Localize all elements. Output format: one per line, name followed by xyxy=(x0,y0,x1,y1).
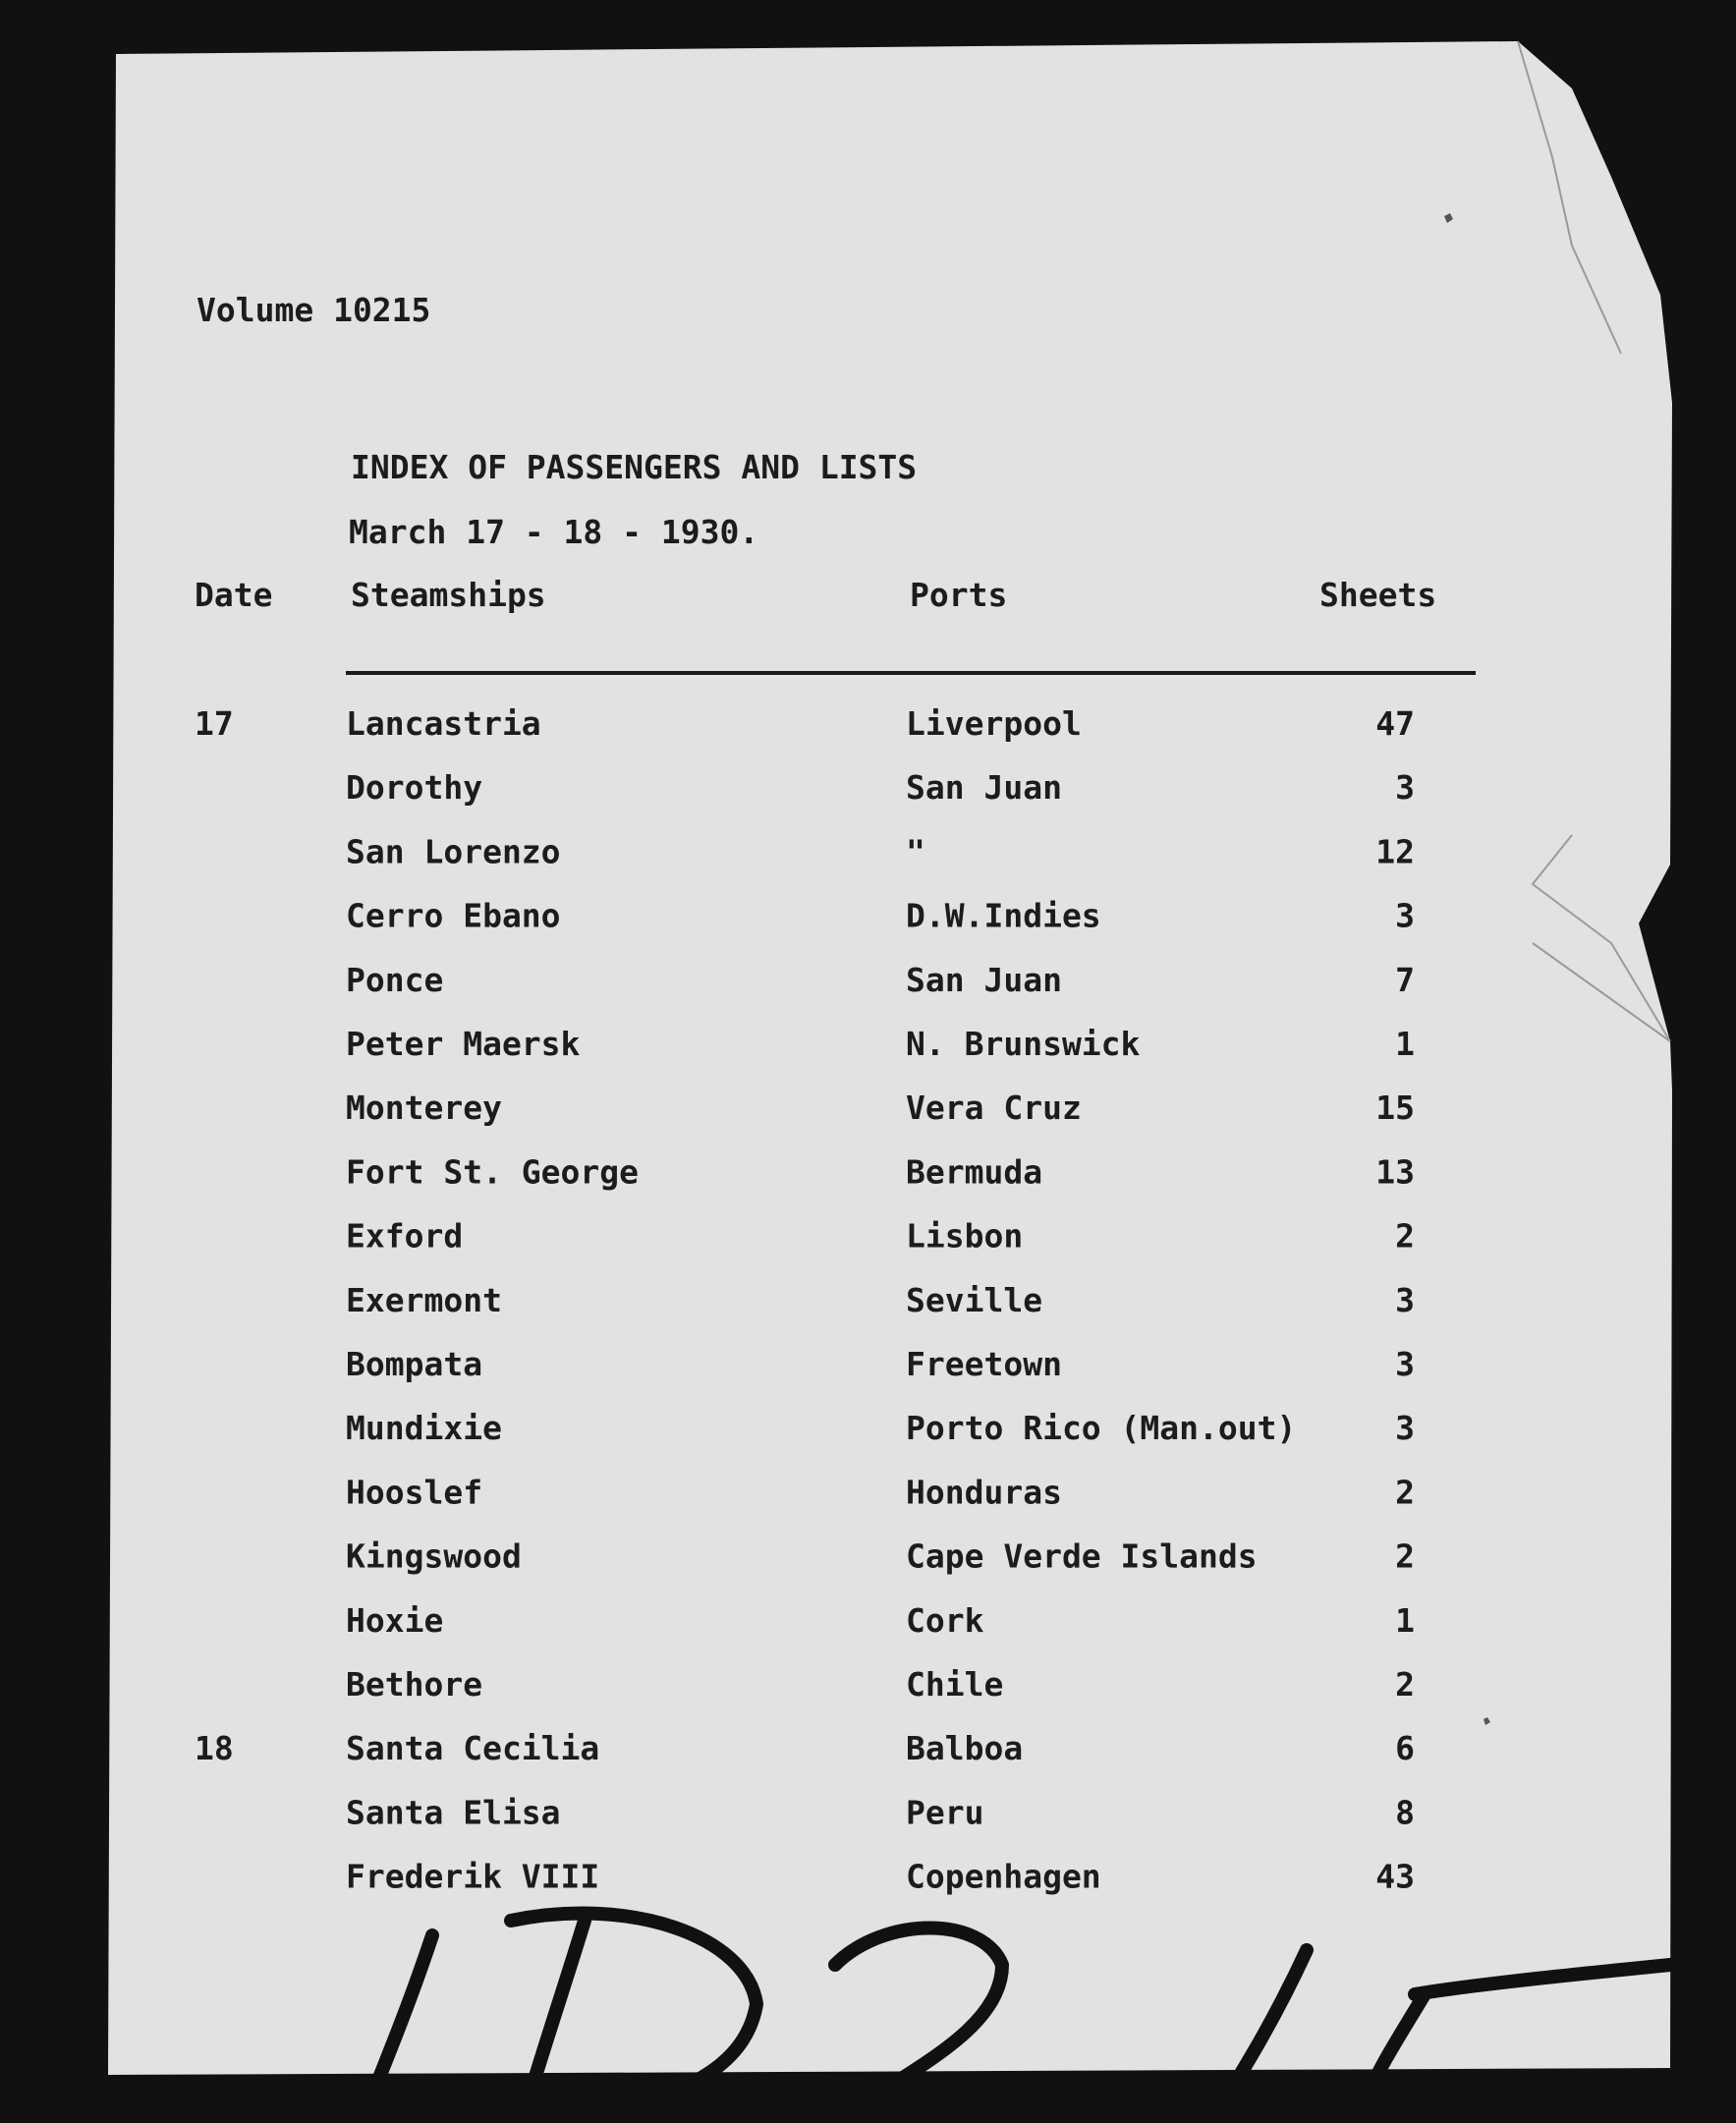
row-steamship: Dorothy xyxy=(346,768,483,808)
row-port: D.W.Indies xyxy=(906,896,1101,935)
row-steamship: Hooslef xyxy=(346,1473,483,1512)
header-date: Date xyxy=(195,576,273,614)
row-sheets: 8 xyxy=(1395,1793,1415,1832)
row-port: San Juan xyxy=(906,960,1062,999)
row-sheets: 13 xyxy=(1375,1152,1415,1192)
row-sheets: 12 xyxy=(1375,832,1415,871)
row-steamship: Fort St. George xyxy=(346,1152,640,1192)
row-sheets: 3 xyxy=(1395,768,1415,808)
index-title: INDEX OF PASSENGERS AND LISTS xyxy=(351,448,918,486)
paper-sheet xyxy=(108,41,1672,2075)
row-port: Vera Cruz xyxy=(906,1089,1082,1128)
row-port: Liverpool xyxy=(906,704,1082,743)
row-sheets: 43 xyxy=(1375,1857,1415,1896)
row-steamship: Lancastria xyxy=(346,704,541,743)
row-port: Chile xyxy=(906,1665,1004,1704)
row-sheets: 3 xyxy=(1395,1409,1415,1448)
row-date: 17 xyxy=(195,704,234,743)
date-range: March 17 - 18 - 1930. xyxy=(349,513,759,551)
row-steamship: Bompata xyxy=(346,1345,483,1383)
row-sheets: 2 xyxy=(1395,1473,1415,1512)
row-steamship: Santa Elisa xyxy=(346,1793,561,1832)
row-steamship: Hoxie xyxy=(346,1600,444,1640)
row-steamship: Peter Maersk xyxy=(346,1025,581,1063)
row-steamship: Santa Cecilia xyxy=(346,1729,600,1768)
header-ports: Ports xyxy=(910,576,1008,614)
row-sheets: 15 xyxy=(1375,1089,1415,1128)
row-sheets: 1 xyxy=(1395,1600,1415,1640)
row-port: Cape Verde Islands xyxy=(906,1536,1258,1576)
row-port: Porto Rico (Man.out) xyxy=(906,1409,1297,1448)
row-sheets: 2 xyxy=(1395,1536,1415,1576)
row-port: Lisbon xyxy=(906,1216,1024,1256)
row-port: Seville xyxy=(906,1280,1043,1319)
row-steamship: Mundixie xyxy=(346,1409,502,1448)
row-steamship: Cerro Ebano xyxy=(346,896,561,935)
row-sheets: 3 xyxy=(1395,1280,1415,1319)
row-port: Freetown xyxy=(906,1345,1062,1383)
row-port: Copenhagen xyxy=(906,1857,1101,1896)
row-port: Balboa xyxy=(906,1729,1024,1768)
row-sheets: 3 xyxy=(1395,1345,1415,1383)
row-sheets: 7 xyxy=(1395,960,1415,999)
row-port: Peru xyxy=(906,1793,984,1832)
row-sheets: 47 xyxy=(1375,704,1415,743)
row-sheets: 2 xyxy=(1395,1665,1415,1704)
row-port: Cork xyxy=(906,1600,984,1640)
header-sheets: Sheets xyxy=(1319,576,1437,614)
row-steamship: Bethore xyxy=(346,1665,483,1704)
row-steamship: Ponce xyxy=(346,960,444,999)
row-sheets: 2 xyxy=(1395,1216,1415,1256)
row-port: Honduras xyxy=(906,1473,1062,1512)
row-port: N. Brunswick xyxy=(906,1025,1141,1063)
row-steamship: Monterey xyxy=(346,1089,502,1128)
volume-label: Volume 10215 xyxy=(196,291,431,329)
row-steamship: San Lorenzo xyxy=(346,832,561,871)
row-steamship: Exford xyxy=(346,1216,464,1256)
row-port: Bermuda xyxy=(906,1152,1043,1192)
row-steamship: Kingswood xyxy=(346,1536,522,1576)
row-sheets: 1 xyxy=(1395,1025,1415,1063)
row-port: San Juan xyxy=(906,768,1062,808)
row-port: " xyxy=(906,832,925,871)
row-steamship: Exermont xyxy=(346,1280,502,1319)
row-sheets: 6 xyxy=(1395,1729,1415,1768)
row-sheets: 3 xyxy=(1395,896,1415,935)
row-date: 18 xyxy=(195,1729,234,1768)
row-steamship: Frederik VIII xyxy=(346,1857,600,1896)
header-steamships: Steamships xyxy=(351,576,546,614)
